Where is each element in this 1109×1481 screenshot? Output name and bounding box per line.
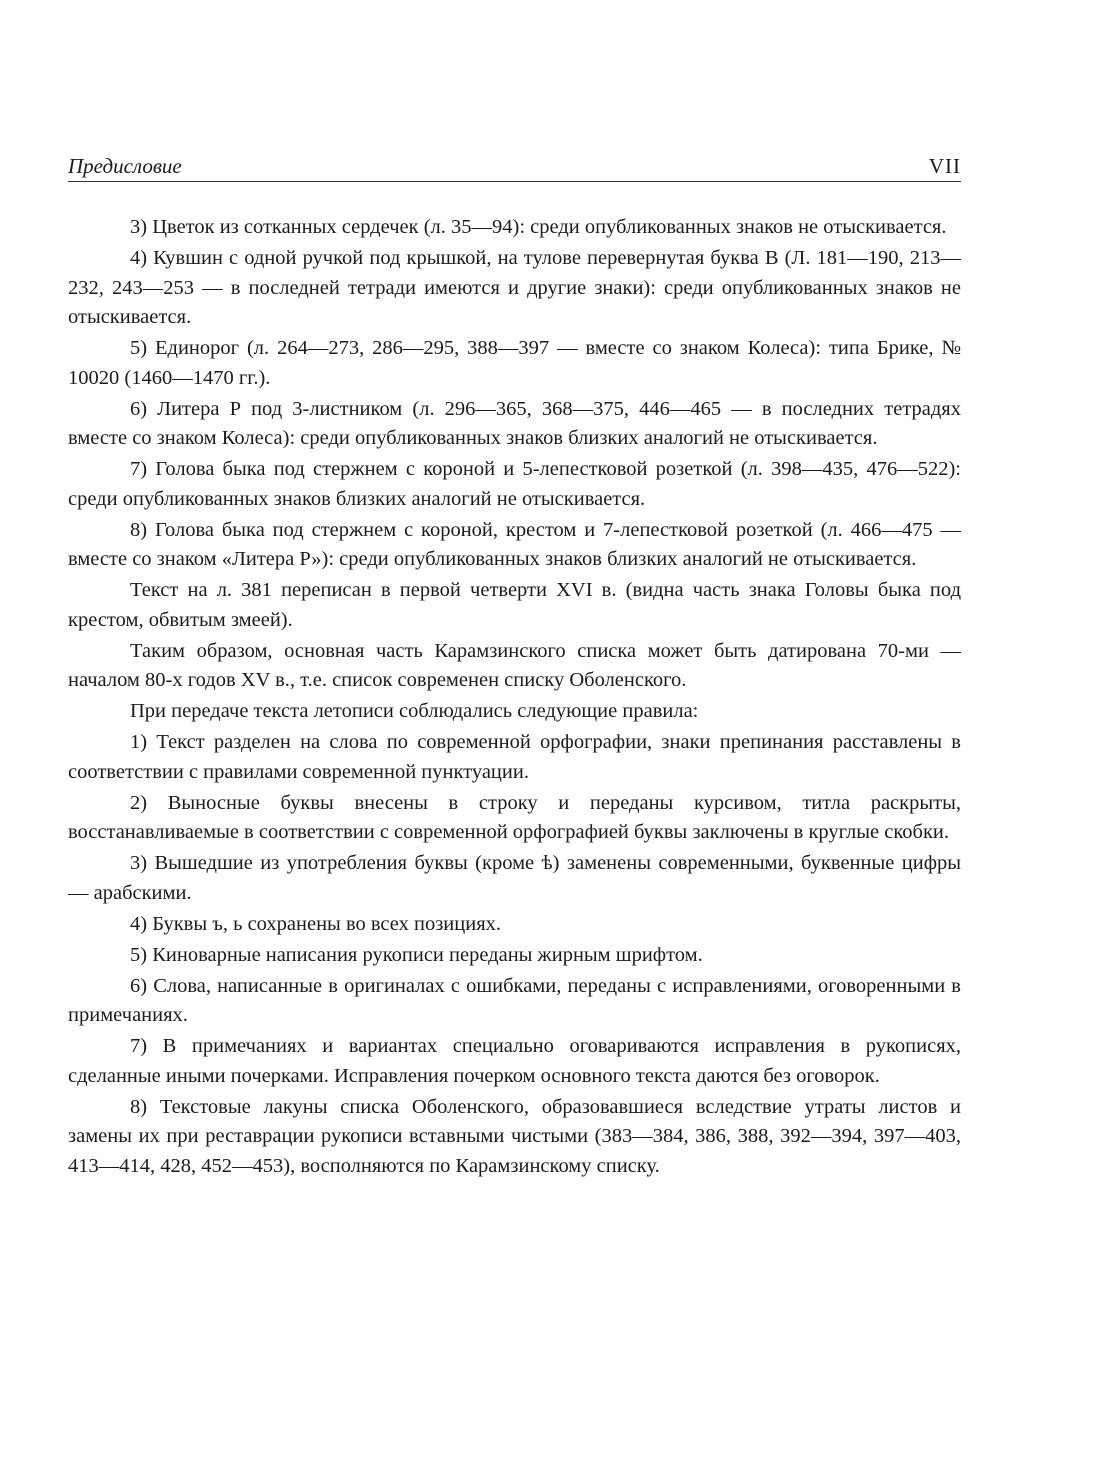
paragraph-rule-5: 5) Киноварные написания рукописи переданы жирным шрифтом.	[130, 943, 703, 966]
paragraph-watermark-6: 6) Литера Р под 3-листником (л. 296—365, 368—375, 446—465 — в последних тетрадях вместе со знаком Колеса): среди опубликованных знаков близких аналогий не отыскивается.	[68, 397, 961, 449]
page	[68, 150, 961, 1183]
paragraph-rule-6: 6) Слова, написанные в оригиналах с ошибками, переданы с исправлениями, оговоренными в примечаниях.	[68, 974, 961, 1026]
page-number: VII	[928, 154, 961, 178]
running-head-title: Предисловие	[68, 154, 182, 178]
paragraph-rule-2: 2) Выносные буквы внесены в строку и переданы курсивом, титла раскрыты, восстанавливаемые в соответствии с современной орфографией буквы заключены в круглые скобки.	[68, 791, 961, 843]
paragraph-rule-4: 4) Буквы ъ, ь сохранены во всех позициях.	[130, 912, 502, 935]
paragraph-watermark-8: 8) Голова быка под стержнем с короной, крестом и 7-лепестковой розеткой (л. 466—475 — вместе со знаком «Литера Р»): среди опубликованных знаков близких аналогий не отыскивается.	[68, 518, 961, 570]
paragraph-leaf-381: Текст на л. 381 переписан в первой четверти XVI в. (видна часть знака Головы быка под крестом, обвитым змеей).	[68, 579, 961, 631]
paragraph-rule-8: 8) Текстовые лакуны списка Оболенского, образовавшиеся вследствие утраты листов и замены их при реставрации рукописи вставными чистыми (383—384, 386, 388, 392—394, 397—403, 413—414, 428, 452—453), восполняются по Карамзинскому списку.	[68, 1095, 961, 1177]
paragraph-rule-7: 7) В примечаниях и вариантах специально оговариваются исправления в рукописях, сделанные иными почерками. Исправления почерком основного текста даются без оговорок.	[68, 1035, 961, 1087]
paragraph-rule-3: 3) Вышедшие из употребления буквы (кроме ѣ) заменены современными, буквенные цифры — арабскими.	[68, 852, 961, 904]
paragraph-rules-intro: При передаче текста летописи соблюдались следующие правила:	[130, 700, 699, 722]
paragraph-watermark-3: 3) Цветок из сотканных сердечек (л. 35—94): среди опубликованных знаков не отыскивается.	[130, 216, 947, 238]
body-text	[68, 213, 961, 1181]
paragraph-watermark-4: 4) Кувшин с одной ручкой под крышкой, на тулове перевернутая буква В (Л. 181—190, 213—232, 243—253 — в последней тетради имеются и другие знаки): среди опубликованных знаков не отыскивается.	[68, 247, 961, 328]
paragraph-watermark-7: 7) Голова быка под стержнем с короной и 5-лепестковой розеткой (л. 398—435, 476—522): среди опубликованных знаков близких аналогий не отыскивается.	[68, 458, 961, 510]
paragraph-watermark-5: 5) Единорог (л. 264—273, 286—295, 388—397 — вместе со знаком Колеса): типа Брике, № 10020 (1460—1470 гг.).	[68, 337, 961, 389]
running-head	[68, 150, 961, 182]
paragraph-rule-1: 1) Текст разделен на слова по современной орфографии, знаки препинания расставлены в соответствии с правилами современной пунктуации.	[68, 731, 961, 783]
paragraph-dating: Таким образом, основная часть Карамзинского списка может быть датирована 70-ми — началом 80-х годов XV в., т.е. список современен списку Оболенского.	[68, 639, 961, 691]
